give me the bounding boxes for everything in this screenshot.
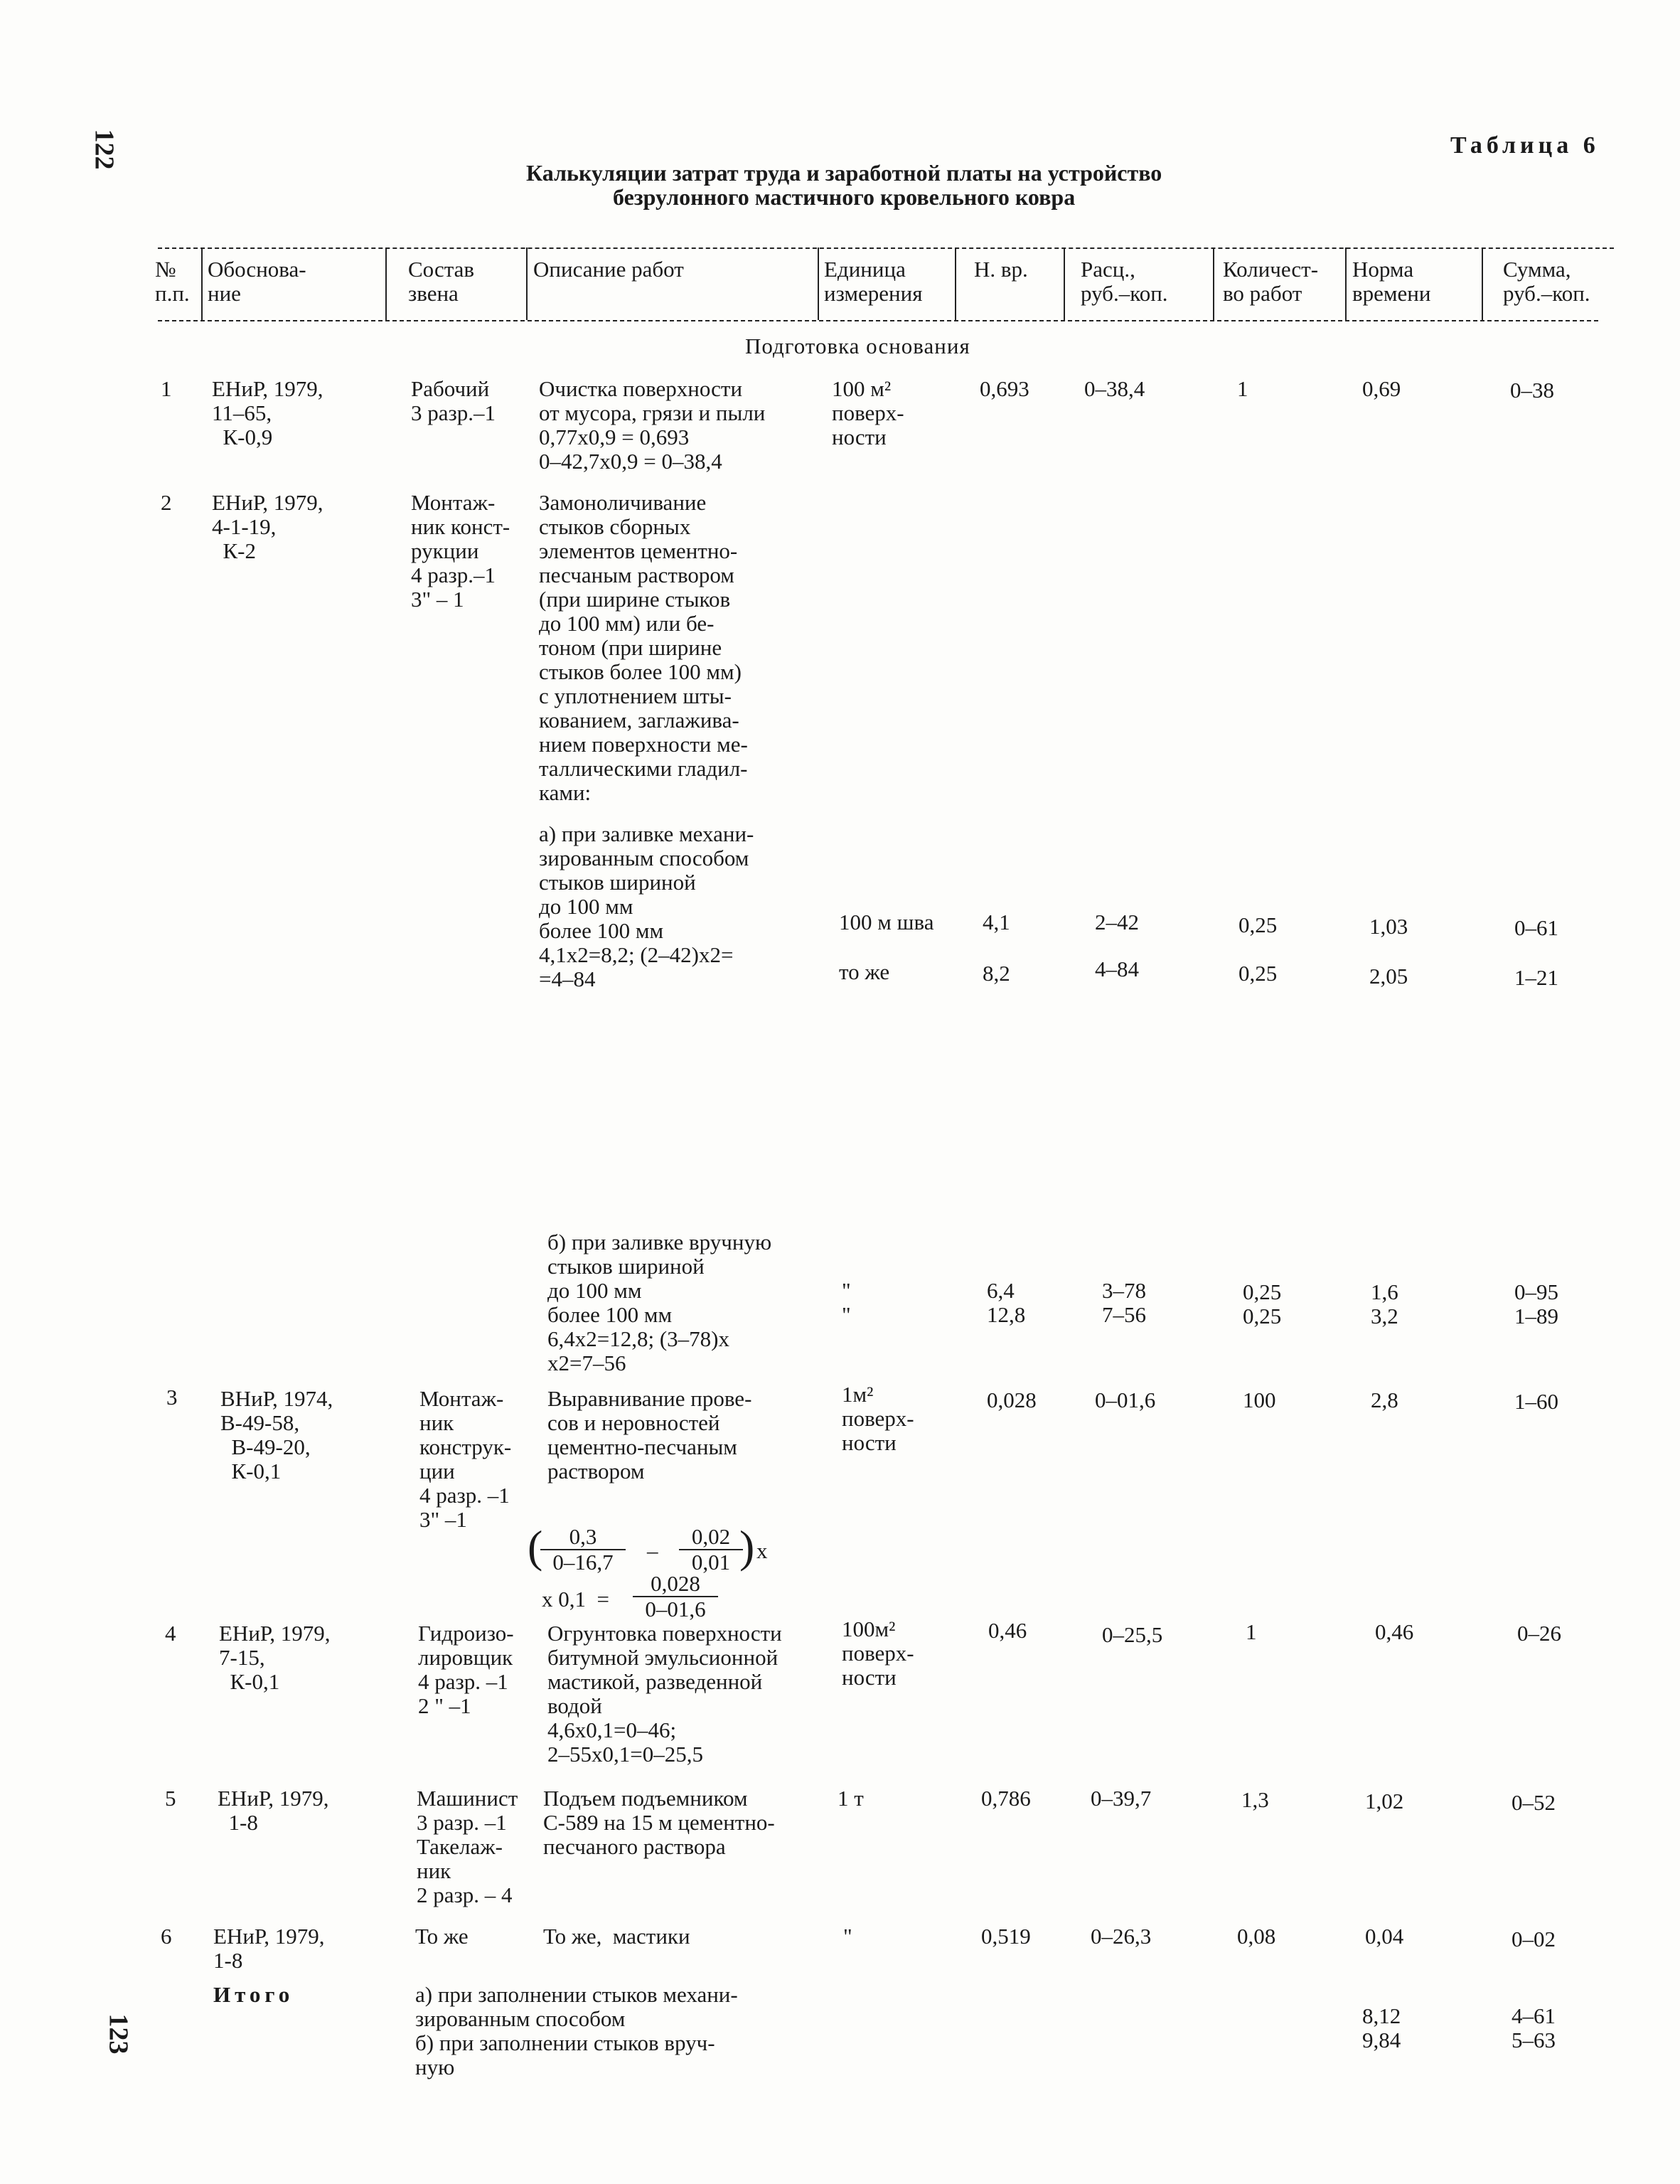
row2-crew: Монтаж- ник конст- рукции 4 разр.–1 3" – 1 (411, 490, 510, 612)
row6-unit: " (843, 1924, 852, 1949)
row2-a1-rate: 2–42 (1095, 910, 1139, 934)
header-sep-4 (818, 247, 819, 320)
formula-paren-open: ( (528, 1521, 543, 1572)
row3-sum: 1–60 (1514, 1389, 1558, 1414)
row5-norm: 1,02 (1365, 1789, 1404, 1813)
row2-a2-nvr: 8,2 (983, 961, 1010, 986)
row3-desc: Выравнивание прове- сов и неровностей цементно-песчаным раствором (547, 1386, 752, 1483)
row6-num: 6 (161, 1924, 172, 1949)
row1-sum: 0–38 (1510, 378, 1554, 403)
header-qty: Количест- во работ (1223, 257, 1319, 306)
formula-frac-2-den: 0,01 (691, 1550, 731, 1575)
total-label: Итого (213, 1982, 294, 2007)
row5-unit: 1 т (838, 1786, 864, 1811)
header-bottom-rule (158, 320, 1598, 321)
row1-nvr: 0,693 (980, 376, 1029, 401)
row4-basis: ЕНиР, 1979, 7-15, К-0,1 (219, 1621, 331, 1694)
row6-basis: ЕНиР, 1979, 1-8 (213, 1924, 325, 1973)
page-number-bottom: 123 (103, 2013, 134, 2055)
total-norm: 8,12 9,84 (1362, 2003, 1401, 2052)
row2-a1-sum: 0–61 (1514, 915, 1558, 940)
row5-sum: 0–52 (1512, 1790, 1556, 1815)
formula-times: х 0,1 = (542, 1587, 609, 1612)
row4-num: 4 (165, 1621, 176, 1646)
row4-nvr: 0,46 (988, 1618, 1027, 1643)
row2-desc-b: б) при заливке вручную стыков шириной до 100 мм более 100 мм 6,4х2=12,8; (3–78)х х2=7–56 (547, 1230, 772, 1375)
row1-qty: 1 (1237, 376, 1248, 401)
row2-a1-qty: 0,25 (1238, 912, 1278, 937)
formula-frac-1-den: 0–16,7 (552, 1550, 614, 1575)
header-sep-8 (1345, 247, 1347, 320)
row6-nvr: 0,519 (981, 1924, 1031, 1949)
formula-paren-close: ) (739, 1521, 755, 1572)
header-sep-3 (526, 247, 528, 320)
row5-qty: 1,3 (1241, 1787, 1269, 1812)
row2-a1-nvr: 4,1 (983, 910, 1010, 934)
row6-sum: 0–02 (1512, 1927, 1556, 1951)
row1-crew: Рабочий 3 разр.–1 (411, 376, 496, 425)
row2-desc-a: а) при заливке механи- зированным способом стыков шириной до 100 мм более 100 мм 4,1х2=8,2; (2–42)х2= =4–84 (539, 821, 754, 991)
row5-rate: 0–39,7 (1091, 1786, 1152, 1811)
row2-b-rate: 3–78 7–56 (1102, 1278, 1146, 1327)
row2-a2-rate: 4–84 (1095, 957, 1139, 981)
row4-desc: Огрунтовка поверхности битумной эмульсионной мастикой, разведенной водой 4,6х0,1=0–46; 2–55х0,1=0–25,5 (547, 1621, 782, 1767)
header-norm: Норма времени (1352, 257, 1431, 306)
row2-a2-norm: 2,05 (1369, 964, 1408, 989)
row3-crew: Монтаж- ник конструк- ции 4 разр. –1 3" –1 (419, 1386, 512, 1532)
row4-qty: 1 (1246, 1619, 1257, 1644)
row2-num: 2 (161, 490, 172, 515)
header-crew: Состав звена (408, 257, 475, 306)
formula-minus: – (647, 1538, 658, 1563)
page-number-top: 122 (89, 129, 119, 170)
row3-rate: 0–01,6 (1095, 1387, 1156, 1412)
row5-basis: ЕНиР, 1979, 1-8 (218, 1786, 329, 1835)
formula-frac-1 (540, 1525, 626, 1575)
row4-crew: Гидроизо- лировщик 4 разр. –1 2 " –1 (418, 1621, 514, 1718)
row5-crew: Машинист 3 разр. –1 Такелаж- ник 2 разр. – 4 (417, 1786, 518, 1907)
row3-norm: 2,8 (1371, 1387, 1398, 1412)
row1-basis: ЕНиР, 1979, 11–65, К-0,9 (212, 376, 323, 449)
row4-rate: 0–25,5 (1102, 1622, 1163, 1647)
row2-a2-unit: то же (839, 959, 890, 984)
row6-desc: То же, мастики (543, 1924, 690, 1949)
row1-desc: Очистка поверхности от мусора, грязи и пыли 0,77х0,9 = 0,693 0–42,7х0,9 = 0–38,4 (539, 376, 766, 474)
row2-a1-norm: 1,03 (1369, 914, 1408, 939)
formula-frac-2-num: 0,02 (679, 1525, 743, 1550)
title-line-1: Калькуляции затрат труда и заработной платы на устройство (526, 160, 1162, 186)
formula-frac-2 (679, 1525, 743, 1575)
formula-mult: х (756, 1538, 768, 1563)
row1-num: 1 (161, 376, 172, 401)
row2-b-nvr: 6,4 12,8 (987, 1278, 1026, 1327)
header-sep-5 (955, 247, 956, 320)
row3-basis: ВНиР, 1974, В-49-58, В-49-20, К-0,1 (220, 1386, 333, 1483)
header-sep-1 (201, 247, 203, 320)
header-sep-6 (1064, 247, 1065, 320)
row2-b-unit: " " (842, 1278, 851, 1327)
row4-sum: 0–26 (1517, 1621, 1561, 1646)
row2-b-sum: 0–95 1–89 (1514, 1279, 1558, 1328)
row3-nvr: 0,028 (987, 1387, 1037, 1412)
row2-a2-sum: 1–21 (1514, 965, 1558, 990)
header-num: № п.п. (155, 257, 190, 306)
total-sum: 4–61 5–63 (1512, 2003, 1556, 2052)
row6-qty: 0,08 (1237, 1924, 1276, 1949)
header-sep-9 (1482, 247, 1483, 320)
row6-rate: 0–26,3 (1091, 1924, 1152, 1949)
row4-norm: 0,46 (1375, 1619, 1414, 1644)
row2-b-norm: 1,6 3,2 (1371, 1279, 1398, 1328)
header-sep-7 (1213, 247, 1214, 320)
header-unit: Единица измерения (824, 257, 923, 306)
formula-frac-3-num: 0,028 (633, 1572, 718, 1597)
row6-crew: То же (415, 1924, 469, 1949)
header-basis: Обоснова- ние (208, 257, 306, 306)
row1-unit: 100 м² поверх- ности (832, 376, 904, 449)
row2-a2-qty: 0,25 (1238, 961, 1278, 986)
row2-b-qty: 0,25 0,25 (1243, 1279, 1282, 1328)
section-title: Подготовка основания (745, 334, 970, 358)
header-desc: Описание работ (533, 257, 684, 282)
formula-frac-3 (633, 1572, 718, 1621)
row5-nvr: 0,786 (981, 1786, 1031, 1811)
header-nvr: Н. вр. (974, 257, 1028, 282)
row3-qty: 100 (1243, 1387, 1276, 1412)
table-label: Таблица 6 (1450, 132, 1600, 159)
formula-frac-3-den: 0–01,6 (645, 1597, 706, 1621)
header-rate: Расц., руб.–коп. (1081, 257, 1168, 306)
row5-desc: Подъем подъемником С-589 на 15 м цементно- песчаного раствора (543, 1786, 775, 1859)
title-line-2: безрулонного мастичного кровельного ковра (613, 184, 1076, 210)
row6-norm: 0,04 (1365, 1924, 1404, 1949)
row2-basis: ЕНиР, 1979, 4-1-19, К-2 (212, 490, 323, 563)
row5-num: 5 (165, 1786, 176, 1811)
total-desc: а) при заполнении стыков механи- зированным способом б) при заполнении стыков вруч- ную (415, 1982, 738, 2079)
row3-num: 3 (166, 1385, 178, 1410)
row2-a1-unit: 100 м шва (839, 910, 934, 934)
row1-norm: 0,69 (1362, 376, 1401, 401)
row3-unit: 1м² поверх- ности (842, 1382, 914, 1455)
header-top-rule (158, 247, 1614, 249)
header-sep-2 (385, 247, 387, 320)
header-sum: Сумма, руб.–коп. (1503, 257, 1590, 306)
row4-unit: 100м² поверх- ности (842, 1616, 914, 1690)
row2-desc: Замоноличивание стыков сборных элементов цементно- песчаным раствором (при ширине стыков до 100 мм) или бе- тоном (при ширине стыков более 100 мм) с уплотнением шты- кованием, заглажива- нием поверхности ме- таллическими гладил- ками: (539, 490, 748, 805)
row1-rate: 0–38,4 (1084, 376, 1145, 401)
formula-frac-1-num: 0,3 (540, 1525, 626, 1550)
